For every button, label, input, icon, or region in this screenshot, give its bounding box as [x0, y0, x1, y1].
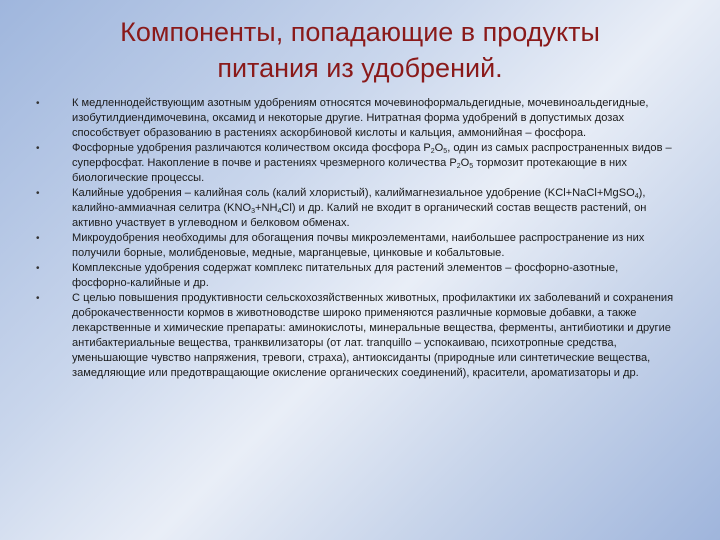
text-part: O [434, 142, 444, 154]
subscript: 4 [634, 193, 639, 200]
text-part: тормозит протекающие в них биологические процессы. [72, 157, 627, 184]
item-text: К медленнодействующим азотным удобрениям относятся мочевиноформальдегидные, мочевиноальдегидные, изобутилдиендимочевина, оксамид и некоторые другие. Нитратная форма удобрений в допустимых дозах способствует образованию в растениях аскорбиновой кислоты и кальция, аммонийная – фосфора. [72, 97, 649, 139]
subscript: 5 [443, 148, 448, 155]
bullet-icon: • [36, 263, 40, 274]
bullet-list [36, 96, 676, 381]
bullet-icon: • [36, 143, 40, 154]
bullet-icon: • [36, 98, 40, 109]
subscript: 2 [456, 163, 461, 170]
item-text [72, 142, 672, 184]
list-item [36, 141, 676, 186]
text-part: Cl) и др. Калий не входит в органический состав веществ растений, он активно участвует в углеводном и белковом обменах. [72, 202, 647, 229]
list-item [36, 186, 676, 231]
bullet-icon: • [36, 188, 40, 199]
text-part: Фосфорные удобрения различаются количеством оксида фосфора P [72, 142, 431, 154]
bullet-icon: • [36, 293, 40, 304]
list-item [36, 291, 676, 381]
slide-title [60, 14, 660, 86]
subscript: 5 [469, 163, 474, 170]
list-item [36, 96, 676, 141]
title-line-2: питания из удобрений. [217, 53, 503, 83]
list-item [36, 231, 676, 261]
title-line-1: Компоненты, попадающие в продукты [120, 17, 600, 47]
subscript: 3 [251, 208, 255, 215]
item-text: Комплексные удобрения содержат комплекс питательных для растений элементов – фосфорно-азотные, фосфорно-калийные и др. [72, 262, 619, 289]
text-part: Калийные удобрения – калийная соль (калий хлористый), калиймагнезиальное удобрение (KCl+NaCl+MgSO [72, 187, 635, 199]
bullet-icon: • [36, 233, 40, 244]
text-part: , один из самых распространенных видов – суперфосфат. Накопление в почве и растениях чрезмерного количества P [72, 142, 672, 169]
list-item [36, 261, 676, 291]
subscript: 2 [430, 148, 435, 155]
subscript: 4 [277, 208, 282, 215]
item-text: С целью повышения продуктивности сельскохозяйственных животных, профилактики их заболеваний и сохранения доброкачественности кормов в животноводстве широко применяются различные кормовые добавки, а также лекарственные и химические препараты: аминокислоты, минеральные вещества, ферменты, антибиотики и другие антибактериальные вещества, транквилизаторы (от лат. tranquillo – успокаиваю, психотропные средства, уменьшающие чувство напряжения, тревоги, страха), антиоксиданты (природные или синтетические вещества, замедляющие или предотвращающие окисление органических соединений), красители, ароматизаторы и др. [72, 292, 674, 379]
item-text [72, 187, 646, 229]
text-part: +NH [255, 202, 278, 214]
item-text: Микроудобрения необходимы для обогащения почвы микроэлементами, наибольшее распространение из них получили борные, молибденовые, медные, марганцевые, цинковые и кобальтовые. [72, 232, 645, 259]
text-part: ), калийно-аммиачная селитра (KNO [72, 187, 646, 214]
text-part: O [460, 157, 470, 169]
